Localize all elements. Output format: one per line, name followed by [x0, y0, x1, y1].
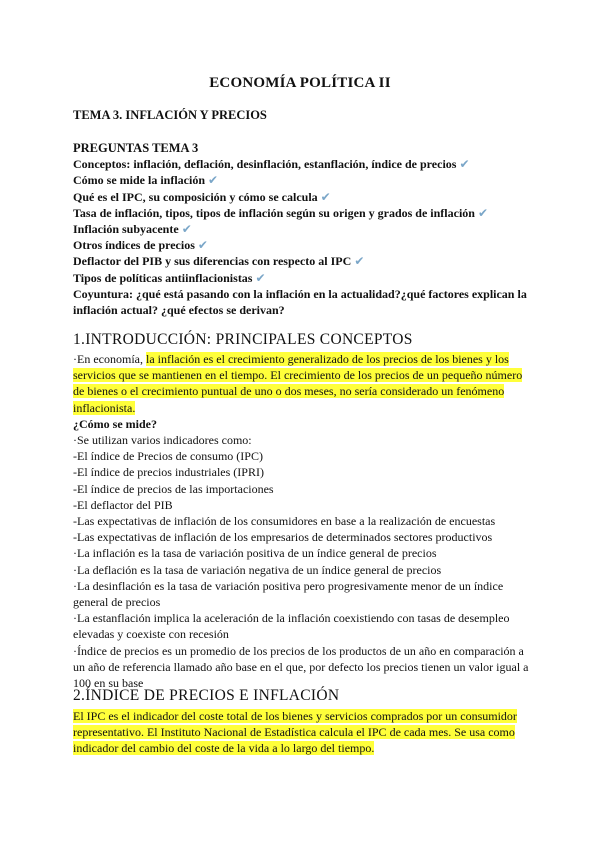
list-item: -El índice de Precios de consumo (IPC)	[73, 449, 263, 464]
section-1-body	[73, 351, 531, 691]
list-item: -El índice de precios industriales (IPRI)	[73, 465, 264, 480]
pregunta-item: Qué es el IPC, su composición y cómo se calcula ✔	[73, 189, 331, 204]
pregunta-item: Deflactor del PIB y sus diferencias con respecto al IPC ✔	[73, 254, 365, 269]
section-1-heading: 1.INTRODUCCIÓN: PRINCIPALES CONCEPTOS	[73, 331, 413, 348]
list-item: -Las expectativas de inflación de los empresarios de determinados sectores productivos	[73, 530, 493, 545]
check-icon: ✔	[255, 270, 266, 285]
intro-paragraph: ·En economía, la inflación es el crecimiento generalizado de los precios de los bienes y los servicios que se mantienen en el tiempo. El crecimiento de los precios de un pequeño número de bienes o el crecimiento puntual de uno o dos meses, no sería considerado un fenómeno inflacionista.	[73, 352, 523, 415]
check-icon: ✔	[181, 222, 192, 237]
check-icon: ✔	[197, 238, 208, 253]
pregunta-item: Tasa de inflación, tipos, tipos de inflación según su origen y grados de inflación ✔	[73, 205, 489, 220]
list-item: ·La desinflación es la tasa de variación positiva pero progresivamente menor de un índice general de precios	[73, 578, 504, 610]
check-icon: ✔	[320, 189, 331, 204]
section-2-body	[73, 708, 531, 757]
document-title: ECONOMÍA POLÍTICA II	[209, 75, 391, 91]
check-icon: ✔	[459, 157, 470, 172]
pregunta-item: Cómo se mide la inflación ✔	[73, 173, 219, 188]
section-2-heading: 2.ÍNDICE DE PRECIOS E INFLACIÓN	[73, 687, 340, 704]
pregunta-item: Conceptos: inflación, deflación, desinflación, estanflación, índice de precios ✔	[73, 157, 470, 172]
pregunta-item: Tipos de políticas antiinflacionistas ✔	[73, 270, 266, 285]
preguntas-title: PREGUNTAS TEMA 3	[73, 141, 199, 155]
list-item: -El índice de precios de las importaciones	[73, 481, 274, 496]
pregunta-item: Otros índices de precios ✔	[73, 238, 208, 253]
como-se-mide-heading: ¿Cómo se mide?	[73, 416, 157, 431]
pregunta-item: Inflación subyacente ✔	[73, 222, 192, 237]
list-item: ·Índice de precios es un promedio de los precios de los productos de un año en comparación a un año de referencia llamado año base en el que, por defecto los precios tienen un valor igual a 100 en su base	[73, 643, 529, 691]
list-item: ·La inflación es la tasa de variación positiva de un índice general de precios	[73, 546, 437, 561]
pregunta-item: Coyuntura: ¿qué está pasando con la inflación en la actualidad?¿qué factores explican la inflación actual? ¿qué efectos se derivan?	[73, 286, 527, 318]
check-icon: ✔	[477, 205, 489, 220]
list-item: ·Se utilizan varios indicadores como:	[73, 433, 252, 448]
tema-heading: TEMA 3. INFLACIÓN Y PRECIOS	[73, 108, 267, 122]
list-item: -El deflactor del PIB	[73, 497, 173, 512]
list-item: ·La estanflación implica la aceleración de la inflación coexistiendo con tasas de desempleo elevadas y coexiste con recesión	[73, 611, 510, 642]
highlighted-text: El IPC es el indicador del coste total de los bienes y servicios comprados por un consumidor representativo. El Instituto Nacional de Estadística calcula el IPC de cada mes. Se usa como indicador del cambio del coste de la vida a lo largo del tiempo.	[73, 709, 517, 756]
highlighted-text: la inflación es el crecimiento generalizado de los precios de los bienes y los servicios que se mantienen en el tiempo. El crecimiento de los precios de un pequeño número de bienes o el crecimiento puntual de uno o dos meses, no sería considerado un fenómeno inflacionista.	[73, 352, 523, 415]
list-item: -Las expectativas de inflación de los consumidores en base a la realización de encuestas	[73, 514, 496, 529]
check-icon: ✔	[354, 254, 365, 269]
preguntas-block	[73, 140, 533, 318]
check-icon: ✔	[208, 173, 219, 188]
list-item: ·La deflación es la tasa de variación negativa de un índice general de precios	[73, 562, 442, 577]
